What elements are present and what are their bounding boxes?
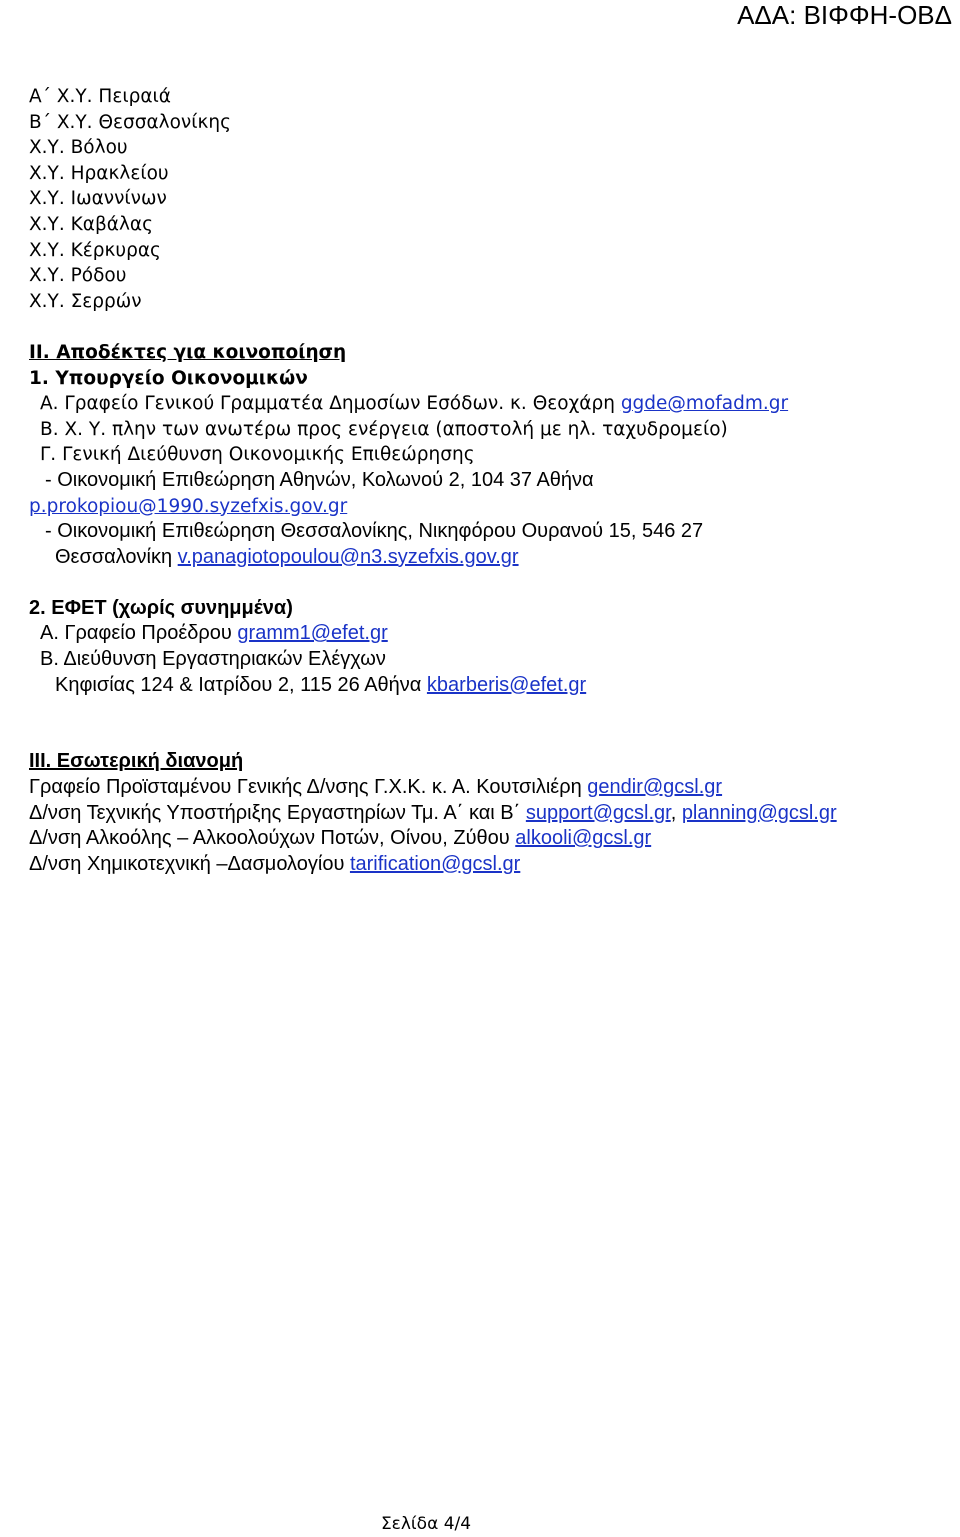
- efet-item-b-addr-text: Κηφισίας 124 & Ιατρίδου 2, 115 26 Αθήνα: [55, 673, 427, 696]
- item-a-gg: [29, 391, 949, 417]
- email-link-ggde[interactable]: ggde@mofadm.gr: [620, 393, 789, 415]
- efet-item-b: Β. Διεύθυνση Εργαστηριακών Ελέγχων: [40, 648, 386, 671]
- item-c2-city: Θεσσαλονίκη: [55, 545, 178, 568]
- efet-item-b-address: [29, 673, 949, 699]
- email-link-kbarberis[interactable]: kbarberis@efet.gr: [426, 673, 587, 696]
- internal-item-1-text: Γραφείο Προϊσταμένου Γενικής Δ/νσης Γ.Χ.Κ. κ. Α. Κουτσιλιέρη: [29, 776, 588, 799]
- list-item: Χ.Υ. Ηρακλείου: [29, 162, 169, 184]
- item-b-xy: Β. Χ. Υ. πλην των ανωτέρω προς ενέργεια (αποστολή με ηλ. ταχυδρομείο): [40, 418, 728, 440]
- section-internal: [29, 749, 949, 877]
- email-link-gendir[interactable]: gendir@gcsl.gr: [587, 776, 723, 799]
- internal-item-4-text: Δ/νση Χημικοτεχνική –Δασμολογίου: [29, 852, 350, 875]
- internal-item-3-text: Δ/νση Αλκοόλης – Αλκοολούχων Ποτών, Οίνου, Ζύθου: [29, 827, 516, 850]
- ada-code: ΑΔΑ: ΒΙΦΦΗ-ΟΒΔ: [737, 0, 952, 30]
- internal-item-2: [29, 801, 949, 827]
- subsection-title-efet: 2. ΕΦΕΤ (χωρίς συνημμένα): [29, 596, 293, 619]
- page-number: Σελίδα 4/4: [380, 1514, 472, 1534]
- internal-item-4: [29, 852, 949, 878]
- list-item: Α΄ Χ.Υ. Πειραιά: [29, 86, 171, 107]
- item-c2-thessaloniki: - Οικονομική Επιθεώρηση Θεσσαλονίκης, Νικηφόρου Ουρανού 15, 546 27: [45, 520, 704, 543]
- recipients-list: [29, 84, 949, 314]
- list-item: Χ.Υ. Σερρών: [29, 290, 142, 312]
- item-c1-athens: - Οικονομική Επιθεώρηση Αθηνών, Κολωνού 2, 104 37 Αθήνα: [45, 468, 594, 491]
- list-item: Χ.Υ. Ρόδου: [29, 265, 127, 287]
- section-cc: [29, 340, 949, 698]
- page-footer: [0, 1514, 960, 1534]
- email-link-planning[interactable]: planning@gcsl.gr: [681, 801, 837, 824]
- efet-item-a-text: Α. Γραφείο Προέδρου: [40, 622, 238, 645]
- email-separator: ,: [670, 801, 682, 824]
- list-item: Χ.Υ. Ιωαννίνων: [29, 188, 167, 210]
- subsection-title-ministry: 1. Υπουργείο Οικονομικών: [29, 367, 308, 389]
- email-link-tarification[interactable]: tarification@gcsl.gr: [349, 852, 521, 875]
- document-body: [29, 84, 949, 877]
- item-c-gdoe: Γ. Γενική Διεύθυνση Οικονομικής Επιθεώρησης: [40, 444, 475, 466]
- internal-item-3: [29, 826, 949, 852]
- item-a-text: Α. Γραφείο Γενικού Γραμματέα Δημοσίων Εσόδων. κ. Θεοχάρη: [40, 393, 621, 415]
- email-link-panagiotopoulou[interactable]: v.panagiotopoulou@n3.syzefxis.gov.gr: [177, 545, 519, 568]
- email-link-alkooli[interactable]: alkooli@gcsl.gr: [515, 827, 652, 850]
- internal-item-2-text: Δ/νση Τεχνικής Υποστήριξης Εργαστηρίων Τμ. Α΄ και Β΄: [29, 801, 526, 824]
- section-title-internal: ΙΙΙ. Εσωτερική διανομή: [29, 750, 244, 773]
- email-link-support[interactable]: support@gcsl.gr: [525, 801, 671, 824]
- list-item: Β΄ Χ.Υ. Θεσσαλονίκης: [29, 111, 231, 133]
- email-link-prokopiou[interactable]: p.prokopiou@1990.syzefxis.gov.gr: [29, 495, 348, 517]
- item-c1-email-line: [29, 494, 949, 520]
- internal-item-1: [29, 775, 949, 801]
- list-item: Χ.Υ. Βόλου: [29, 137, 128, 159]
- email-link-gramm1[interactable]: gramm1@efet.gr: [237, 622, 388, 645]
- list-item: Χ.Υ. Κέρκυρας: [29, 239, 161, 261]
- section-title-cc: ΙΙ. Αποδέκτες για κοινοποίηση: [29, 341, 347, 363]
- item-c2-line2: [29, 545, 949, 571]
- efet-item-a: [29, 621, 949, 647]
- list-item: Χ.Υ. Καβάλας: [29, 213, 153, 235]
